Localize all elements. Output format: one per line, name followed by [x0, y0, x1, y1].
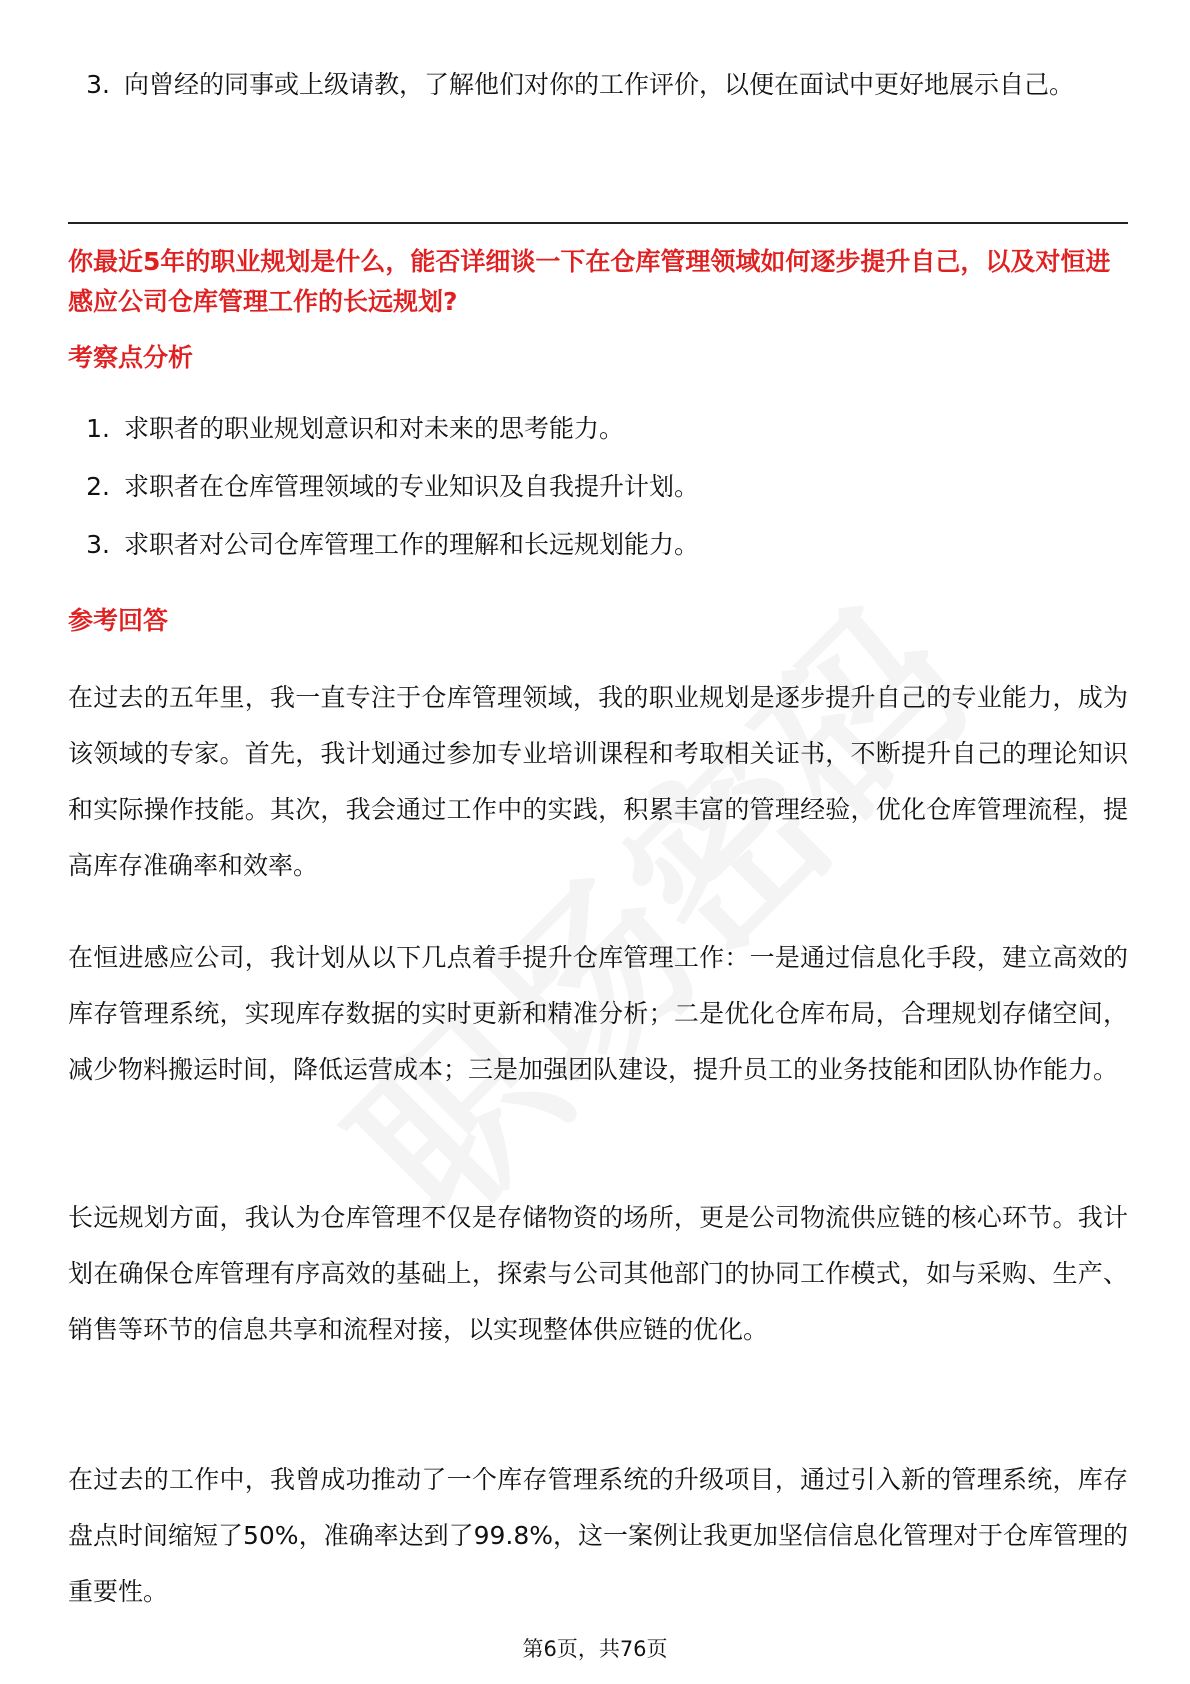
- list-item-text: 求职者在仓库管理领域的专业知识及自我提升计划。: [124, 472, 700, 501]
- analysis-list: [68, 400, 1128, 574]
- previous-answer-list: [68, 55, 1128, 115]
- list-item: [68, 55, 1128, 115]
- analysis-title: 考察点分析: [68, 343, 194, 372]
- list-item: [68, 400, 1128, 458]
- answer-paragraph: 在恒进感应公司，我计划从以下几点着手提升仓库管理工作：一是通过信息化手段，建立高效的库存管理系统，实现库存数据的实时更新和精准分析；二是优化仓库布局，合理规划存储空间，减少物料搬运时间，降低运营成本；三是加强团队建设，提升员工的业务技能和团队协作能力。: [68, 943, 1128, 1084]
- list-item-number: 1.: [86, 414, 110, 443]
- answer-title: 参考回答: [68, 606, 169, 635]
- list-item-text: 求职者对公司仓库管理工作的理解和长远规划能力。: [124, 530, 700, 559]
- list-item-number: 2.: [86, 472, 110, 501]
- section-divider: [68, 222, 1128, 224]
- list-item-text: 向曾经的同事或上级请教，了解他们对你的工作评价，以便在面试中更好地展示自己。: [124, 70, 1075, 99]
- list-item-number: 3.: [86, 70, 110, 99]
- page-number: 第6页，共76页: [522, 1637, 668, 1661]
- list-item: [68, 458, 1128, 516]
- list-item: [68, 516, 1128, 574]
- answer-paragraph: 长远规划方面，我认为仓库管理不仅是存储物资的场所，更是公司物流供应链的核心环节。我计划在确保仓库管理有序高效的基础上，探索与公司其他部门的协同工作模式，如与采购、生产、销售等环节的信息共享和流程对接，以实现整体供应链的优化。: [68, 1203, 1128, 1344]
- list-item-text: 求职者的职业规划意识和对未来的思考能力。: [124, 414, 625, 443]
- question-heading: 你最近5年的职业规划是什么，能否详细谈一下在仓库管理领域如何逐步提升自己，以及对恒进感应公司仓库管理工作的长远规划?: [68, 247, 1111, 316]
- answer-paragraph: 在过去的五年里，我一直专注于仓库管理领域，我的职业规划是逐步提升自己的专业能力，成为该领域的专家。首先，我计划通过参加专业培训课程和考取相关证书，不断提升自己的理论知识和实际操作技能。其次，我会通过工作中的实践，积累丰富的管理经验，优化仓库管理流程，提高库存准确率和效率。: [68, 683, 1128, 880]
- answer-paragraph: 在过去的工作中，我曾成功推动了一个库存管理系统的升级项目，通过引入新的管理系统，库存盘点时间缩短了50%，准确率达到了99.8%，这一案例让我更加坚信信息化管理对于仓库管理的重要性。: [68, 1465, 1128, 1606]
- list-item-number: 3.: [86, 530, 110, 559]
